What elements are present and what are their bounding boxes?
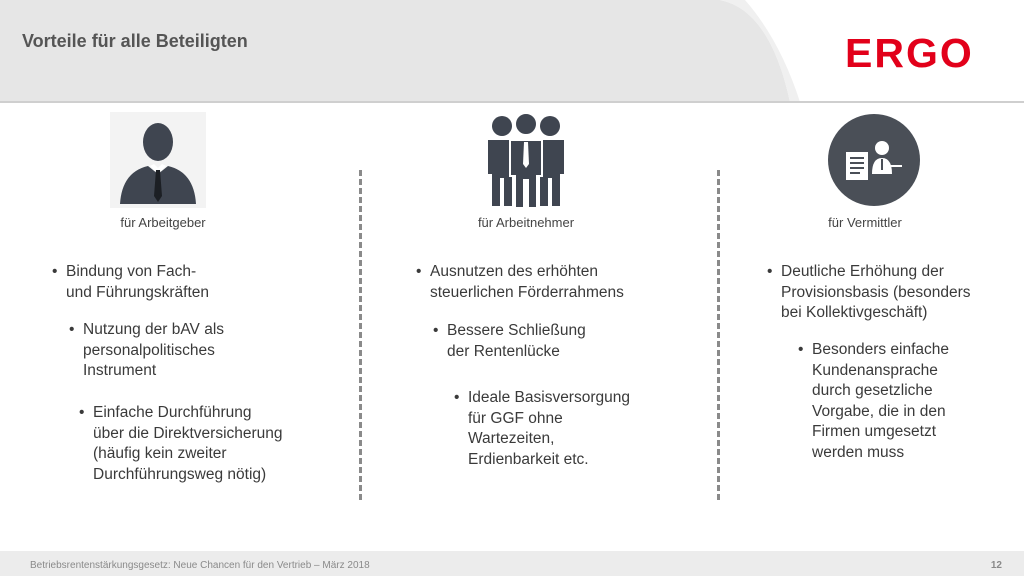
broker-document-icon xyxy=(826,112,922,208)
bullet-dot-icon: • xyxy=(69,321,75,338)
bullet-item: • Bindung von Fach- und Führungskräften xyxy=(52,263,210,301)
bullet-dot-icon: • xyxy=(433,322,439,339)
bullet-item: • Einfache Durchführung über die Direktversicherung (häufig kein zweiter Durchführungsweg nötig) xyxy=(79,404,283,483)
column-heading-arbeitnehmer: für Arbeitnehmer xyxy=(477,215,575,230)
ergo-logo-text: ERGO xyxy=(845,33,974,73)
slide-title: Vorteile für alle Beteiligten xyxy=(22,31,248,51)
bullet-item: • Ideale Basisversorgung für GGF ohne Wartezeiten, Erdienbarkeit etc. xyxy=(454,389,630,468)
bullet-dot-icon: • xyxy=(79,404,85,421)
bullet-dot-icon: • xyxy=(798,341,804,358)
column-divider xyxy=(359,170,362,500)
bullet-item: • Bessere Schließung der Rentenlücke xyxy=(433,322,586,360)
bullet-item: • Ausnutzen des erhöhten steuerlichen Förderrahmens xyxy=(416,263,624,301)
bullet-item: • Besonders einfache Kundenansprache durch gesetzliche Vorgabe, die in den Firmen umgesetzt werden muss xyxy=(798,341,950,461)
footer-text: Betriebsrentenstärkungsgesetz: Neue Chancen für den Vertrieb – März 2018 xyxy=(30,560,370,571)
employees-group-icon xyxy=(478,112,574,208)
column-heading-arbeitgeber: für Arbeitgeber xyxy=(120,215,206,230)
page-number: 12 xyxy=(990,560,1002,571)
header-divider xyxy=(0,101,1024,103)
column-divider xyxy=(717,170,720,500)
bullet-dot-icon: • xyxy=(454,389,460,406)
bullet-item: • Deutliche Erhöhung der Provisionsbasis (besonders bei Kollektivgeschäft) xyxy=(767,263,971,321)
bullet-dot-icon: • xyxy=(52,263,58,280)
bullet-item: • Nutzung der bAV als personalpolitisches Instrument xyxy=(69,321,225,379)
column-heading-vermittler: für Vermittler xyxy=(828,215,902,230)
bullet-dot-icon: • xyxy=(416,263,422,280)
ergo-logo xyxy=(845,33,997,73)
employer-person-icon xyxy=(110,112,206,208)
bullet-dot-icon: • xyxy=(767,263,773,280)
